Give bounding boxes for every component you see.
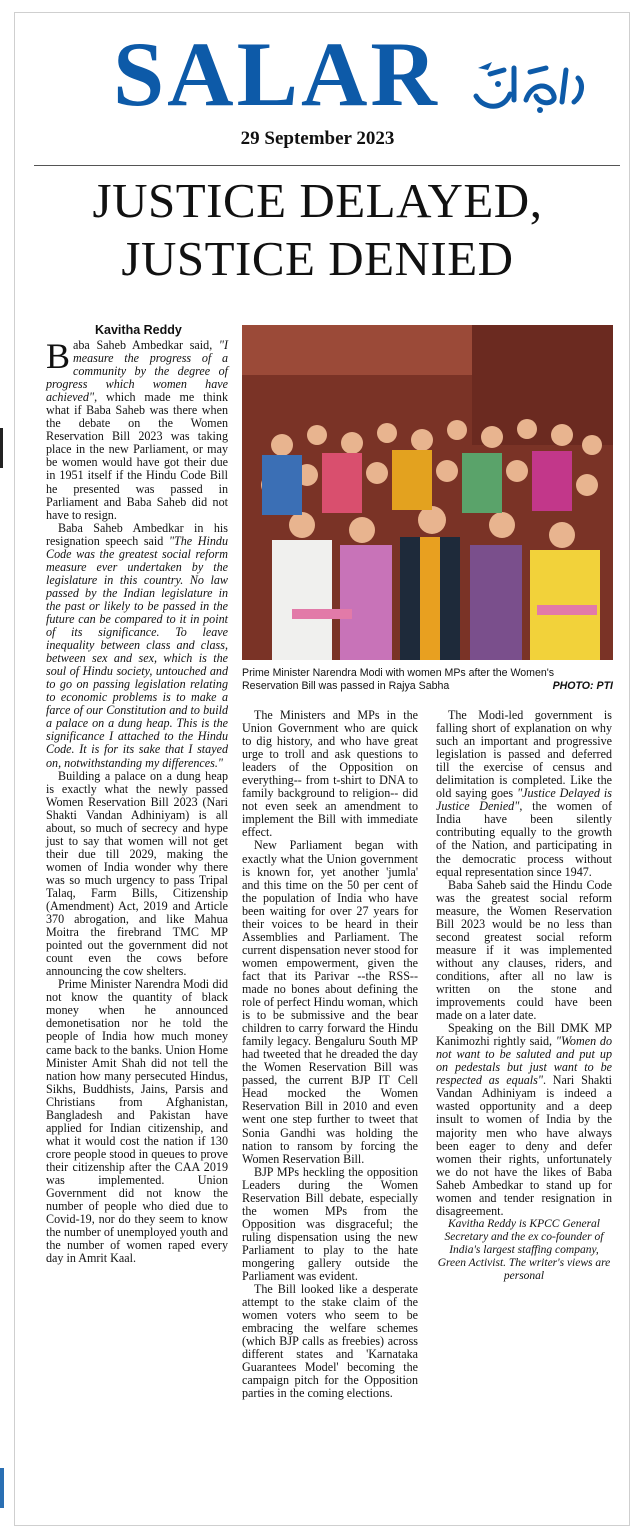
quote: "Women do not want to be saluted and put up on pedestals but just want to be respected as equals" — [436, 1034, 612, 1088]
paragraph — [46, 522, 228, 770]
paragraph — [436, 709, 612, 879]
issue-date: 29 September 2023 — [240, 128, 395, 149]
paragraph: The Ministers and MPs in the Union Government who are quick to dig history, and who have great urge to troll and ask questions to leaders of the Opposition on everything-- from t-shirt to DNA to family background to religion-- did not even seek an amendment to implement the Bill with immediate effect. — [242, 708, 418, 840]
caption-text: Prime Minister Narendra Modi with women MPs after the Women's Reservation Bill was passed in Rajya Sabha — [242, 667, 555, 692]
edge-mark-blue — [0, 1468, 4, 1508]
quote: "The Hindu Code was the greatest social reform measure ever undertaken by the legislature in this country. No law passed by the Indian legislature in the past or likely to be passed in the future can be compared to it in point of its significance. To leave inequality between class and class, between sex and sex, which is the soul of Hindu society, untouched and to go on passing legislation relating to economic problems is to make a farce of our Constitution and to build a palace on a dung heap. This is the significance I attached to the Hindu Code. It is for its sake that I stayed on, notwithstanding my differences." — [46, 533, 228, 770]
text: Baba Saheb Ambedkar in his resignation speech said — [46, 520, 228, 548]
urdu-calligraphy-logo-icon — [470, 60, 588, 116]
masthead — [0, 24, 635, 124]
author-note: Kavitha Reddy is KPCC General Secretary and the ex co-founder of India's largest staffing company, Green Activist. The writer's views are personal — [437, 1217, 611, 1282]
divider — [34, 165, 620, 166]
paragraph: Building a palace on a dung heap is exactly what the newly passed Women Reservation Bill 2023 (Nari Shakti Vandan Adhiniyam) is all about, so much of secrecy and hype just to say that women will not get their due till 2029, making the women of India wonder why there was so much urgency to pass Tripal Talaq, Farm Bills, Citizenship (Amendment) Act, 2019 and Article 370 abrogation, and like Mahua Moitra the firebrand TMC MP pointed out the government did not count even the cows before announcing the cow shelters. — [46, 768, 228, 979]
quote: "I measure the progress of a community by the degree of progress which women have achieved" — [46, 338, 228, 405]
text: . Nari Shakti Vandan Adhiniyam is indeed a wasted opportunity and a deep insult to women of India by the majority men who have always been eager to deny and defer women their rights, unfortunately we do not have the likes of Baba Saheb Ambedkar to stand up for women and tender resignation in disagreement. — [436, 1073, 612, 1218]
text: , which made me think what if Baba Saheb was there when the debate on the Women Reservation Bill 2023 was taking place in the new Parliament, or may be women would have got their due in 1951 itself if the Hindu Code Bill he presented was passed in Parliament and Baba Saheb did not have to resign. — [46, 390, 228, 522]
edge-mark — [0, 428, 3, 468]
headline — [0, 172, 635, 288]
text: , the women of India have been silently contributing equally to the growth of the Nation, and participating in the democratic process without equal representation since 1947. — [436, 799, 613, 879]
text: Speaking on the Bill DMK MP Kanimozhi rightly said, — [436, 1021, 612, 1049]
text: aba Saheb Ambedkar said, — [73, 338, 219, 352]
byline: Kavitha Reddy — [95, 323, 182, 337]
drop-cap: B — [46, 336, 71, 376]
paragraph: The Bill looked like a desperate attempt to the stake claim of the women voters who seem to be embracing the welfare schemes (which BJP calls as freebies) across different states and 'Karnataka Guarantees Model' becoming the campaign pitch for the Opposition parties in the coming elections. — [242, 1282, 418, 1401]
headline-line-2: JUSTICE DENIED — [121, 231, 514, 286]
article-column-3 — [436, 709, 612, 1283]
paragraph: New Parliament began with exactly what the Union government is known for, yet another 'jumla' and this time on the 50 per cent of the population of India who have been waiting for over 27 years for their voices to be heard in their Assemblies and Parliament. The current dispensation never stood for women empowerment, given the fact that its Parivar --the RSS-- made no bones about defining the role of perfect Hindu woman, which is to be submissive and the bear children to carry forward the Hindu family legacy. Bengaluru South MP had tweeted that he dreaded the day the Women Reservation Bill was passed, the current BJP IT Cell Head mocked the Women Reservation Bill in 2010 and even went one step further to tweet that Sonia Gandhi was holding the nation to ransom by forcing the Women Reservation Bill. — [242, 838, 418, 1166]
photo-credit: PHOTO: PTI — [552, 680, 613, 692]
text: The Modi-led government is falling short of explanation on why such an important and progressive legislation is passed and deferred till the exercise of census and delimitation is completed. Like the old saying goes — [436, 708, 612, 801]
news-photo — [242, 325, 613, 660]
paragraph — [46, 336, 228, 522]
article-column-1 — [46, 336, 228, 1266]
quote: "Justice Delayed is Justice Denied" — [436, 786, 612, 814]
headline-line-1: JUSTICE DELAYED, — [92, 173, 543, 228]
paragraph — [436, 1022, 612, 1218]
paragraph: Baba Saheb said the Hindu Code was the greatest social reform measure, the Women Reservation Bill 2023 would be no less than second greatest social reform measure if it was implemented without any clauses, riders, and conditions, after all no law is written on the stone and improvements could have been made on a later date. — [436, 877, 612, 1023]
paragraph: BJP MPs heckling the opposition Leaders during the Women Reservation Bill debate, especially the women MPs from the Opposition was disgraceful; the ruling dispensation using the new Parliament to play to the hate mongering gallery outside the Parliament was evident. — [242, 1164, 418, 1284]
article-column-2 — [242, 709, 418, 1400]
paragraph: Prime Minister Narendra Modi did not know the quantity of black money when he announced demonetisation nor he told the people of India how much money came back to the banks. Union Home Minister Amit Shah did not tell the nation how many persecuted Hindus, Sikhs, Buddhists, Jains, Parsis and Christians from Afghanistan, Bangladesh and Pakistan have applied for Indian citizenship, and what it would cost the nation if 130 crore people stood in queues to prove their citizenship after the CAA 2019 was implemented. Union Government did not know the number of people who died due to Covid-19, nor do they seem to know the number of unemployed youth and the number of women raped every day in Amrit Kaal. — [46, 977, 228, 1266]
masthead-title: SALAR — [113, 23, 440, 125]
photo-women-mps-icon — [242, 325, 613, 660]
photo-caption — [242, 667, 613, 693]
